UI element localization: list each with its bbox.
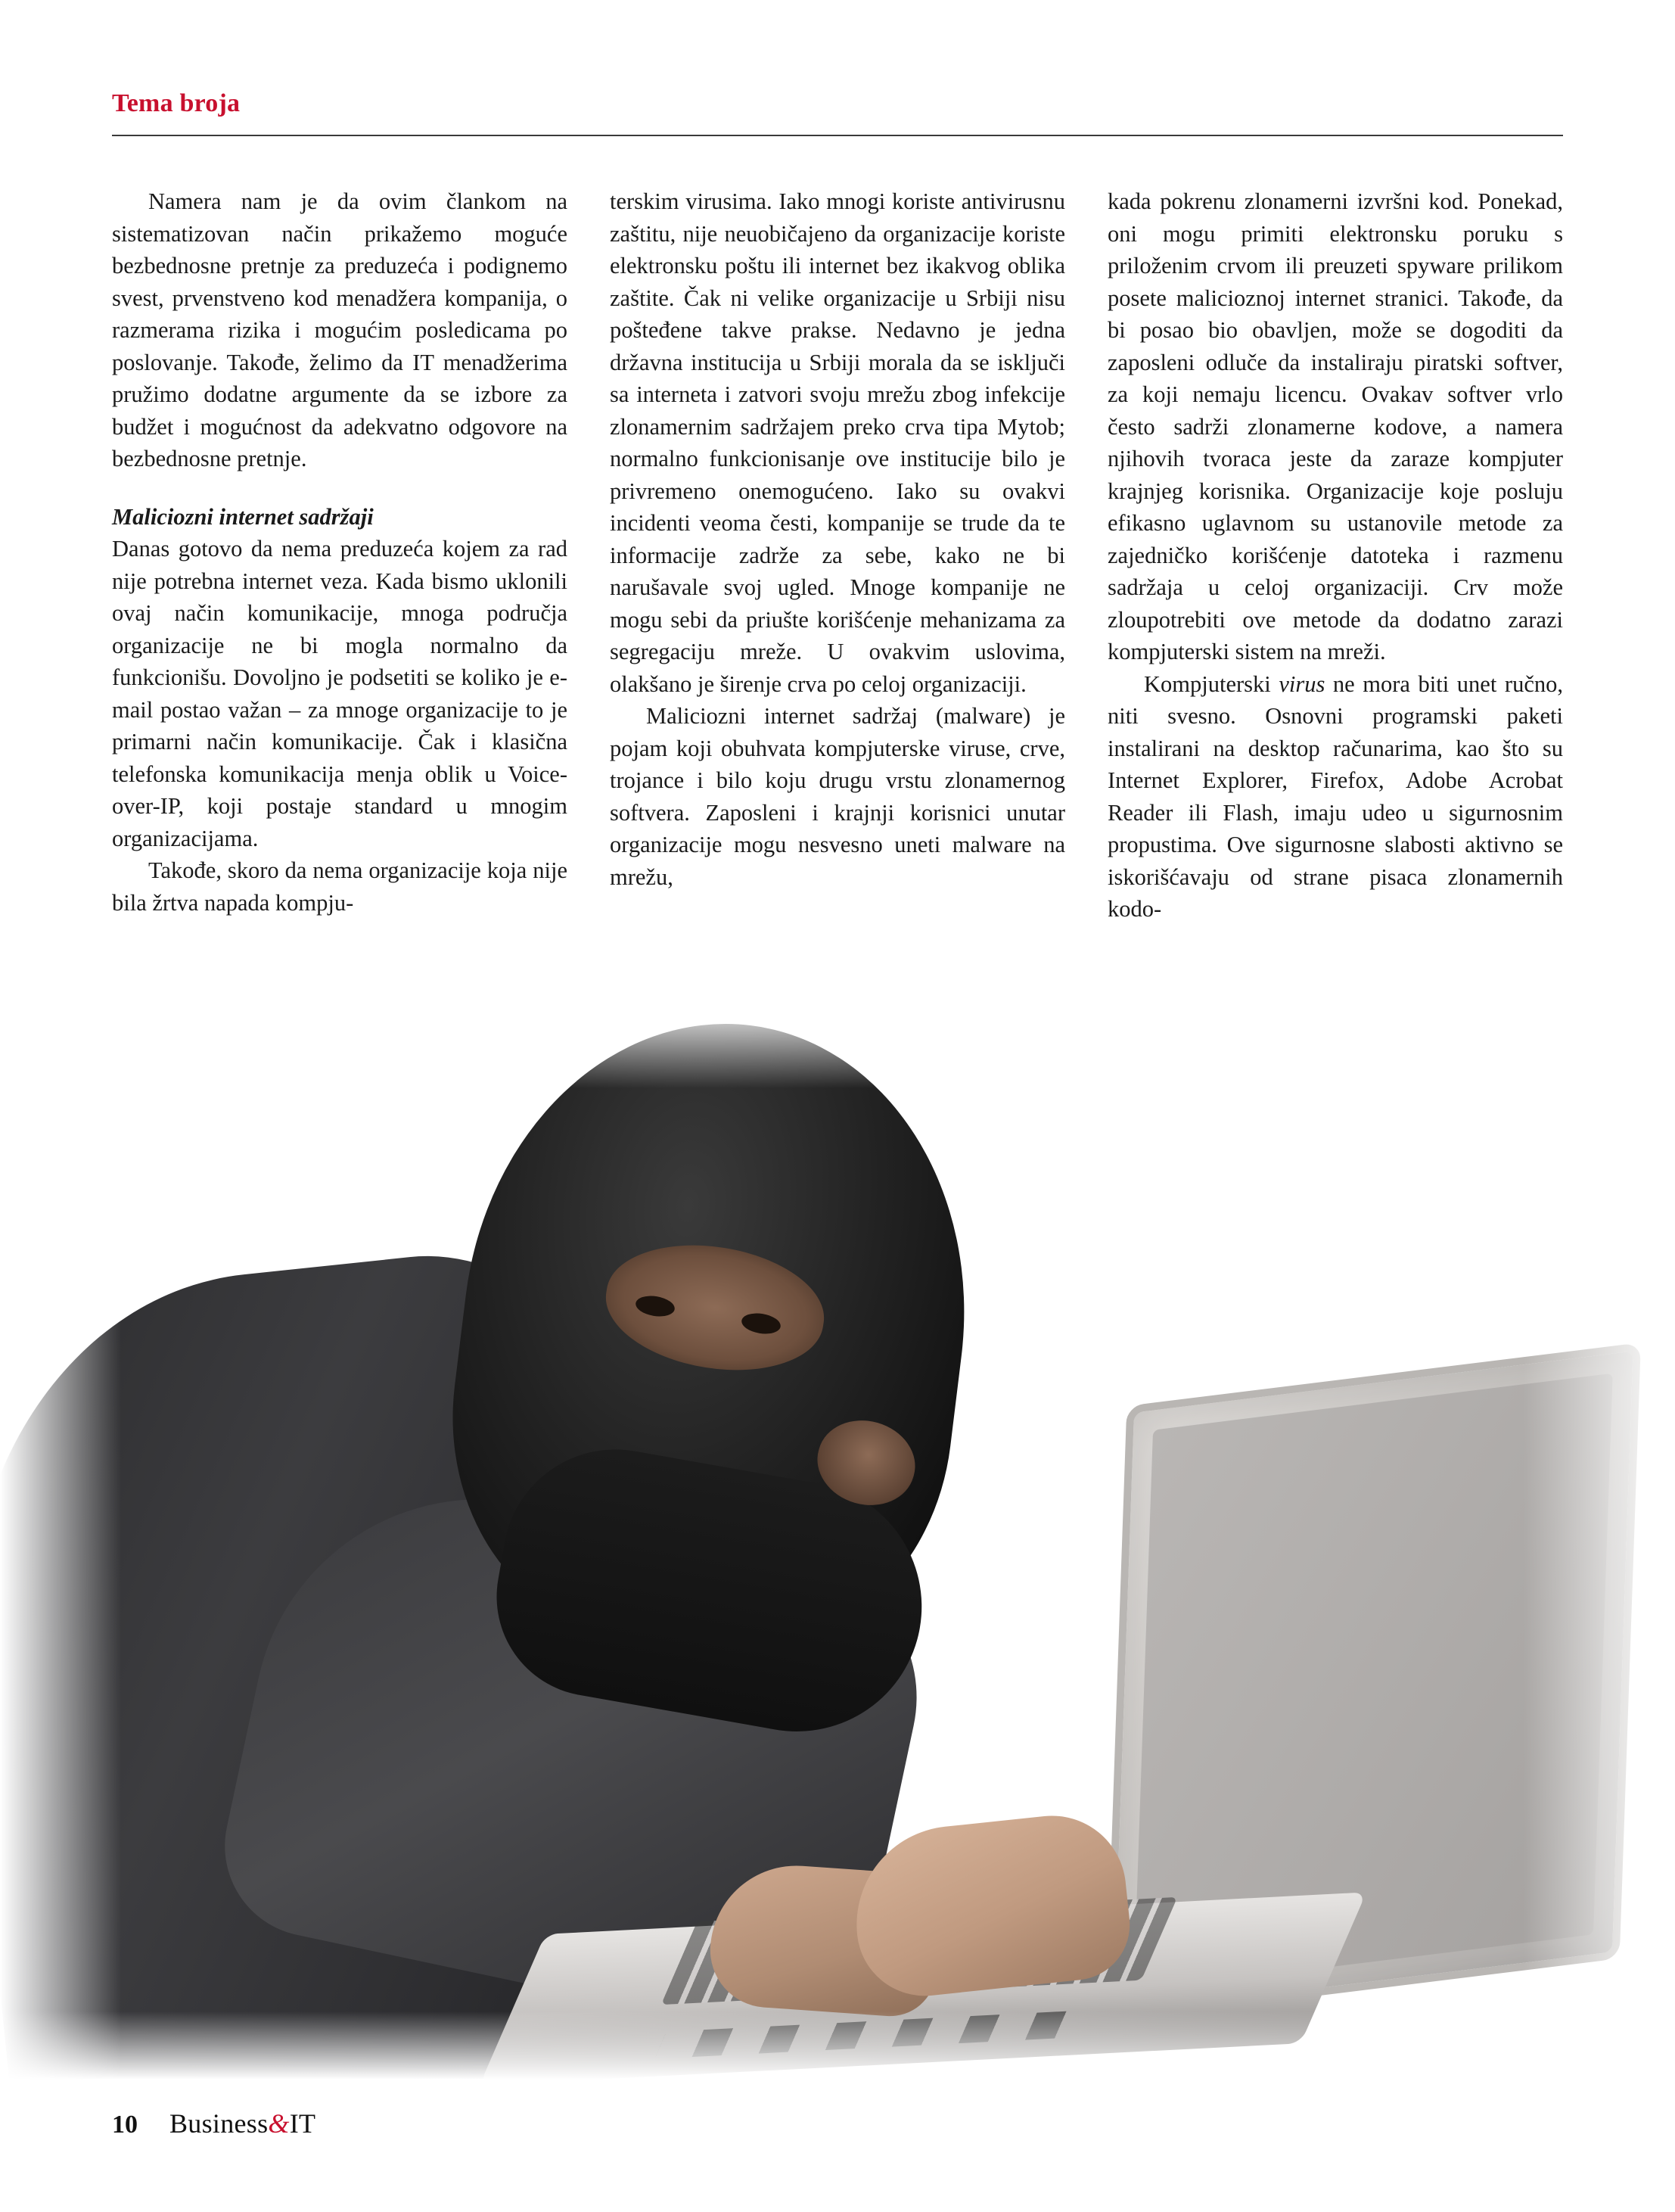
photo-fade-bottom — [0, 2011, 1675, 2080]
column-3 — [1108, 185, 1563, 926]
column-1 — [112, 185, 567, 926]
photo-canvas — [0, 997, 1675, 2080]
page-header — [112, 89, 1563, 136]
page-footer — [112, 2108, 315, 2139]
magazine-brand — [169, 2108, 315, 2139]
photo-fade-top — [0, 997, 1675, 1088]
paragraph: Danas gotovo da nema preduzeća kojem za rad nije potrebna internet veza. Kada bismo uklonili ovaj način komunikacije, mnoga područja organizacije ne bi mogla normalno da funkcionišu. Dovoljno je podsetiti se koliko je e-mail postao važan – za mnoge organizacije to je primarni način komunikacije. Čak i klasična telefonska komunikacija menja oblik u Voice-over-IP, koji postaje standard u mnogim organizacijama. — [112, 536, 567, 851]
brand-word-business: Business — [169, 2108, 269, 2139]
paragraph: Namera nam je da ovim člankom na sistematizovan način prikažemo moguće bezbednosne pretnje za preduzeća i podignemo svest, prvenstveno kod menadžera kompanija, o razmerama rizika i mogućim posledicama po poslovanje. Takođe, želimo da IT menadžerima pružimo dodatne argumente da se izbore za budžet i mogućnost da adekvatno odgovore na bezbednosne pretnje. — [112, 188, 567, 471]
column-2 — [610, 185, 1065, 926]
brand-ampersand: & — [268, 2108, 290, 2139]
section-title: Tema broja — [112, 89, 241, 117]
paragraph: terskim virusima. Iako mnogi koriste antivirusnu zaštitu, nije neuobičajeno da organizacije koriste elektronsku poštu ili internet bez ikakvog oblika zaštite. Čak ni velike organizacije u Srbiji nisu pošteđene takve prakse. Nedavno je jedna državna institucija u Srbiji morala da se isključi sa interneta i zatvori svoju mrežu zbog infekcije zlonamernim sadržajem preko crva tipa Mytob; normalno funkcionisanje ove institucije bilo je privremeno onemogućeno. Iako su ovakvi incidenti veoma česti, kompanije se trude da te informacije zadrže za sebe, kako ne bi narušavale svoj ugled. Mnoge kompanije ne mogu sebi da priušte korišćenje mehanizama za segregaciju mreže. U ovakvim uslovima, olakšano je širenje crva po celoj organizaciji. — [610, 188, 1065, 697]
brand-word-it: IT — [289, 2108, 316, 2139]
subheading-maliciozni-internet-sadrzaji: Maliciozni internet sadržaji — [112, 503, 374, 530]
text-after-term: ne mora biti unet ručno, niti svesno. Osnovni programski paketi instalirani na desktop računarima, kao što su Internet Explorer, Firefox, Adobe Acrobat Reader ili Flash, imaju udeo u sigurnosnim propustima. Ove sigurnosne slabosti aktivno se iskorišćavaju od strane pisaca zlonamernih kodo- — [1108, 670, 1563, 922]
text-before-term: Kompjuterski — [1144, 670, 1279, 697]
paragraph-with-italic-term — [1108, 668, 1563, 926]
photo-fade-right — [1524, 997, 1675, 2080]
paragraph: Takođe, skoro da nema organizacije koja nije bila žrtva napada kompju- — [112, 857, 567, 916]
article-columns — [112, 185, 1563, 926]
paragraph: kada pokrenu zlonamerni izvršni kod. Ponekad, oni mogu primiti elektronsku poruku s priloženim crvom ili preuzeti spyware prilikom posete malicioznoj internet stranici. Takođe, da bi posao bio obavljen, može se dogoditi da zaposleni odluče da instaliraju piratski softver, za koji nemaju licencu. Ovakav softver vrlo često sadrži zlonamerne kodove, a namera njihovih tvoraca jeste da zaraze kompjuter krajnjeg korisnika. Organizacije koje posluju efikasno uglavnom su ustanovile metode za zajedničko korišćenje datoteka i razmenu sadržaja u celoj organizaciji. Crv može zloupotrebiti ove metode da dodatno zarazi kompjuterski sistem na mreži. — [1108, 188, 1563, 664]
page-number: 10 — [112, 2111, 138, 2139]
header-divider — [112, 135, 1563, 136]
paragraph: Maliciozni internet sadržaj (malware) je pojam koji obuhvata kompjuterske viruse, crve, trojance i bilo koju drugu vrstu zlonamernog softvera. Zaposleni i krajnji korisnici unutar organizacije mogu nesvesno uneti malware na mrežu, — [610, 703, 1065, 890]
photo-fade-left — [0, 997, 121, 2080]
figure-right-hand — [847, 1809, 1135, 2002]
italic-term-virus: virus — [1279, 670, 1325, 697]
article-photo — [0, 997, 1675, 2080]
